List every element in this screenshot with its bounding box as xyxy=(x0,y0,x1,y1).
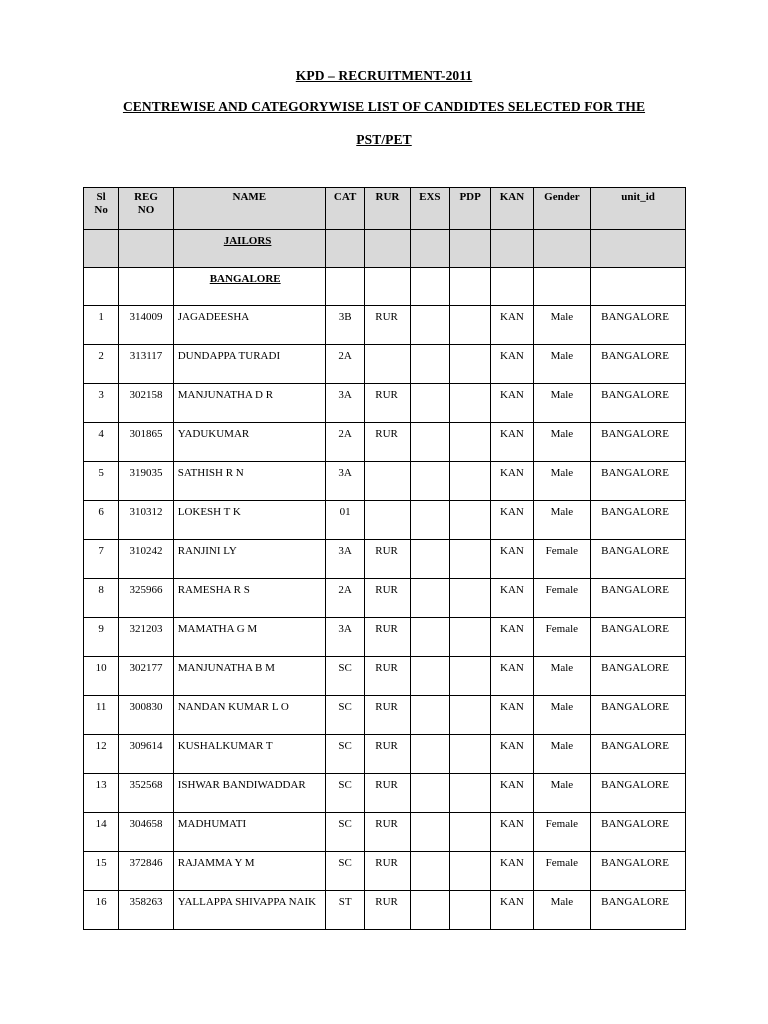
cell-cat: SC xyxy=(325,813,364,852)
cell-pdp xyxy=(449,540,490,579)
header-exs: EXS xyxy=(410,188,449,230)
cell-kan: KAN xyxy=(491,501,533,540)
cell-cat: 2A xyxy=(325,423,364,462)
document-subtitle: CENTREWISE AND CATEGORYWISE LIST OF CANDIDTES SELECTED FOR THE xyxy=(122,99,646,114)
table-row xyxy=(84,852,686,891)
cell-sl-no: 13 xyxy=(84,774,119,813)
cell-exs xyxy=(410,579,449,618)
candidate-table xyxy=(83,187,686,930)
cell-kan: KAN xyxy=(491,813,533,852)
cell-gender: Male xyxy=(533,501,590,540)
cell-rur: RUR xyxy=(365,384,410,423)
cell-gender: Male xyxy=(533,423,590,462)
cell-kan: KAN xyxy=(491,345,533,384)
cell-cat: 2A xyxy=(325,345,364,384)
header-pdp: PDP xyxy=(449,188,490,230)
cell-gender: Female xyxy=(533,540,590,579)
cell-unit-id: BANGALORE xyxy=(591,579,686,618)
cell-pdp xyxy=(449,462,490,501)
cell-kan: KAN xyxy=(491,306,533,345)
cell-cat: SC xyxy=(325,735,364,774)
cell-exs xyxy=(410,501,449,540)
cell-kan: KAN xyxy=(491,696,533,735)
cell-name: YALLAPPA SHIVAPPA NAIK xyxy=(173,891,325,930)
cell-exs xyxy=(410,696,449,735)
cell-name: NANDAN KUMAR L O xyxy=(173,696,325,735)
cell-rur: RUR xyxy=(365,774,410,813)
cell-cat: SC xyxy=(325,852,364,891)
cell-reg-no: 321203 xyxy=(119,618,173,657)
cell-pdp xyxy=(449,657,490,696)
cell-pdp xyxy=(449,423,490,462)
cell-unit-id: BANGALORE xyxy=(591,657,686,696)
table-row xyxy=(84,579,686,618)
cell-pdp xyxy=(449,774,490,813)
document-title: KPD – RECRUITMENT-2011 xyxy=(295,68,473,83)
table-row xyxy=(84,657,686,696)
cell-exs xyxy=(410,306,449,345)
cell-exs xyxy=(410,423,449,462)
cell-rur: RUR xyxy=(365,540,410,579)
cell-pdp xyxy=(449,345,490,384)
cell-gender: Female xyxy=(533,813,590,852)
cell-gender: Male xyxy=(533,774,590,813)
cell-sl-no: 7 xyxy=(84,540,119,579)
cell-name: RAMESHA R S xyxy=(173,579,325,618)
cell-unit-id: BANGALORE xyxy=(591,384,686,423)
cell-name: RANJINI LY xyxy=(173,540,325,579)
cell-name: RAJAMMA Y M xyxy=(173,852,325,891)
cell-kan: KAN xyxy=(491,852,533,891)
header-cat: CAT xyxy=(325,188,364,230)
cell-cat: ST xyxy=(325,891,364,930)
cell-cat: SC xyxy=(325,696,364,735)
cell-reg-no: 302177 xyxy=(119,657,173,696)
subsection-row xyxy=(84,268,686,306)
cell-unit-id: BANGALORE xyxy=(591,540,686,579)
cell-reg-no: 352568 xyxy=(119,774,173,813)
cell-reg-no: 302158 xyxy=(119,384,173,423)
cell-gender: Male xyxy=(533,345,590,384)
cell-pdp xyxy=(449,579,490,618)
cell-name: MAMATHA G M xyxy=(173,618,325,657)
cell-pdp xyxy=(449,813,490,852)
cell-pdp xyxy=(449,891,490,930)
cell-cat: SC xyxy=(325,774,364,813)
cell-kan: KAN xyxy=(491,657,533,696)
cell-cat: 2A xyxy=(325,579,364,618)
table-row xyxy=(84,774,686,813)
cell-name: MANJUNATHA D R xyxy=(173,384,325,423)
cell-unit-id: BANGALORE xyxy=(591,813,686,852)
cell-exs xyxy=(410,891,449,930)
table-row xyxy=(84,462,686,501)
cell-pdp xyxy=(449,852,490,891)
cell-reg-no: 325966 xyxy=(119,579,173,618)
cell-name: YADUKUMAR xyxy=(173,423,325,462)
cell-exs xyxy=(410,774,449,813)
cell-gender: Male xyxy=(533,462,590,501)
table-row xyxy=(84,306,686,345)
cell-cat: 3A xyxy=(325,384,364,423)
cell-cat: 3A xyxy=(325,618,364,657)
cell-reg-no: 304658 xyxy=(119,813,173,852)
cell-unit-id: BANGALORE xyxy=(591,735,686,774)
cell-gender: Male xyxy=(533,696,590,735)
cell-kan: KAN xyxy=(491,774,533,813)
cell-exs xyxy=(410,384,449,423)
cell-reg-no: 358263 xyxy=(119,891,173,930)
cell-rur: RUR xyxy=(365,579,410,618)
header-gender: Gender xyxy=(533,188,590,230)
header-reg-no: REG NO xyxy=(119,188,173,230)
table-header-row xyxy=(84,188,686,230)
cell-exs xyxy=(410,852,449,891)
cell-rur xyxy=(365,501,410,540)
cell-reg-no: 313117 xyxy=(119,345,173,384)
cell-unit-id: BANGALORE xyxy=(591,345,686,384)
section-row xyxy=(84,230,686,268)
cell-unit-id: BANGALORE xyxy=(591,423,686,462)
cell-gender: Male xyxy=(533,384,590,423)
cell-gender: Male xyxy=(533,735,590,774)
cell-cat: 01 xyxy=(325,501,364,540)
cell-gender: Female xyxy=(533,579,590,618)
cell-reg-no: 314009 xyxy=(119,306,173,345)
cell-pdp xyxy=(449,306,490,345)
table-row xyxy=(84,501,686,540)
cell-rur: RUR xyxy=(365,891,410,930)
table-row xyxy=(84,891,686,930)
cell-kan: KAN xyxy=(491,618,533,657)
cell-exs xyxy=(410,540,449,579)
cell-pdp xyxy=(449,696,490,735)
cell-gender: Male xyxy=(533,306,590,345)
cell-name: JAGADEESHA xyxy=(173,306,325,345)
cell-rur: RUR xyxy=(365,813,410,852)
cell-unit-id: BANGALORE xyxy=(591,852,686,891)
cell-exs xyxy=(410,618,449,657)
cell-reg-no: 310312 xyxy=(119,501,173,540)
cell-cat: 3A xyxy=(325,540,364,579)
cell-exs xyxy=(410,462,449,501)
document-subtitle-continued: PST/PET xyxy=(356,132,412,147)
header-name: NAME xyxy=(173,188,325,230)
cell-reg-no: 372846 xyxy=(119,852,173,891)
cell-exs xyxy=(410,657,449,696)
cell-cat: 3B xyxy=(325,306,364,345)
table-row xyxy=(84,735,686,774)
table-row xyxy=(84,618,686,657)
cell-kan: KAN xyxy=(491,891,533,930)
table-row xyxy=(84,813,686,852)
cell-sl-no: 12 xyxy=(84,735,119,774)
cell-sl-no: 9 xyxy=(84,618,119,657)
cell-cat: 3A xyxy=(325,462,364,501)
cell-rur: RUR xyxy=(365,306,410,345)
cell-gender: Male xyxy=(533,657,590,696)
cell-pdp xyxy=(449,501,490,540)
header-rur: RUR xyxy=(365,188,410,230)
cell-unit-id: BANGALORE xyxy=(591,696,686,735)
cell-reg-no: 319035 xyxy=(119,462,173,501)
cell-name: SATHISH R N xyxy=(173,462,325,501)
cell-gender: Female xyxy=(533,852,590,891)
cell-rur: RUR xyxy=(365,618,410,657)
section-label: JAILORS xyxy=(223,235,272,247)
cell-sl-no: 2 xyxy=(84,345,119,384)
cell-kan: KAN xyxy=(491,462,533,501)
cell-rur: RUR xyxy=(365,423,410,462)
cell-sl-no: 5 xyxy=(84,462,119,501)
cell-gender: Male xyxy=(533,891,590,930)
cell-kan: KAN xyxy=(491,540,533,579)
table-row xyxy=(84,345,686,384)
cell-gender: Female xyxy=(533,618,590,657)
cell-sl-no: 14 xyxy=(84,813,119,852)
cell-sl-no: 1 xyxy=(84,306,119,345)
table-row xyxy=(84,384,686,423)
table-row xyxy=(84,696,686,735)
header-sl-no: Sl No xyxy=(84,188,119,230)
cell-sl-no: 11 xyxy=(84,696,119,735)
table-row xyxy=(84,423,686,462)
cell-unit-id: BANGALORE xyxy=(591,462,686,501)
cell-reg-no: 301865 xyxy=(119,423,173,462)
cell-exs xyxy=(410,813,449,852)
cell-rur: RUR xyxy=(365,696,410,735)
cell-unit-id: BANGALORE xyxy=(591,774,686,813)
cell-pdp xyxy=(449,384,490,423)
cell-kan: KAN xyxy=(491,423,533,462)
header-unit-id: unit_id xyxy=(591,188,686,230)
header-kan: KAN xyxy=(491,188,533,230)
cell-sl-no: 16 xyxy=(84,891,119,930)
cell-unit-id: BANGALORE xyxy=(591,891,686,930)
cell-cat: SC xyxy=(325,657,364,696)
subsection-label: BANGALORE xyxy=(209,273,281,285)
cell-sl-no: 3 xyxy=(84,384,119,423)
cell-reg-no: 309614 xyxy=(119,735,173,774)
cell-sl-no: 15 xyxy=(84,852,119,891)
cell-pdp xyxy=(449,735,490,774)
cell-sl-no: 6 xyxy=(84,501,119,540)
cell-rur: RUR xyxy=(365,852,410,891)
cell-exs xyxy=(410,735,449,774)
cell-sl-no: 10 xyxy=(84,657,119,696)
cell-name: MANJUNATHA B M xyxy=(173,657,325,696)
cell-unit-id: BANGALORE xyxy=(591,501,686,540)
cell-name: LOKESH T K xyxy=(173,501,325,540)
cell-sl-no: 8 xyxy=(84,579,119,618)
cell-unit-id: BANGALORE xyxy=(591,306,686,345)
cell-pdp xyxy=(449,618,490,657)
cell-reg-no: 310242 xyxy=(119,540,173,579)
cell-name: ISHWAR BANDIWADDAR xyxy=(173,774,325,813)
cell-unit-id: BANGALORE xyxy=(591,618,686,657)
cell-kan: KAN xyxy=(491,735,533,774)
cell-kan: KAN xyxy=(491,579,533,618)
cell-sl-no: 4 xyxy=(84,423,119,462)
cell-exs xyxy=(410,345,449,384)
cell-name: DUNDAPPA TURADI xyxy=(173,345,325,384)
table-row xyxy=(84,540,686,579)
cell-rur xyxy=(365,462,410,501)
cell-rur xyxy=(365,345,410,384)
cell-reg-no: 300830 xyxy=(119,696,173,735)
cell-name: KUSHALKUMAR T xyxy=(173,735,325,774)
cell-name: MADHUMATI xyxy=(173,813,325,852)
cell-kan: KAN xyxy=(491,384,533,423)
cell-rur: RUR xyxy=(365,657,410,696)
cell-rur: RUR xyxy=(365,735,410,774)
